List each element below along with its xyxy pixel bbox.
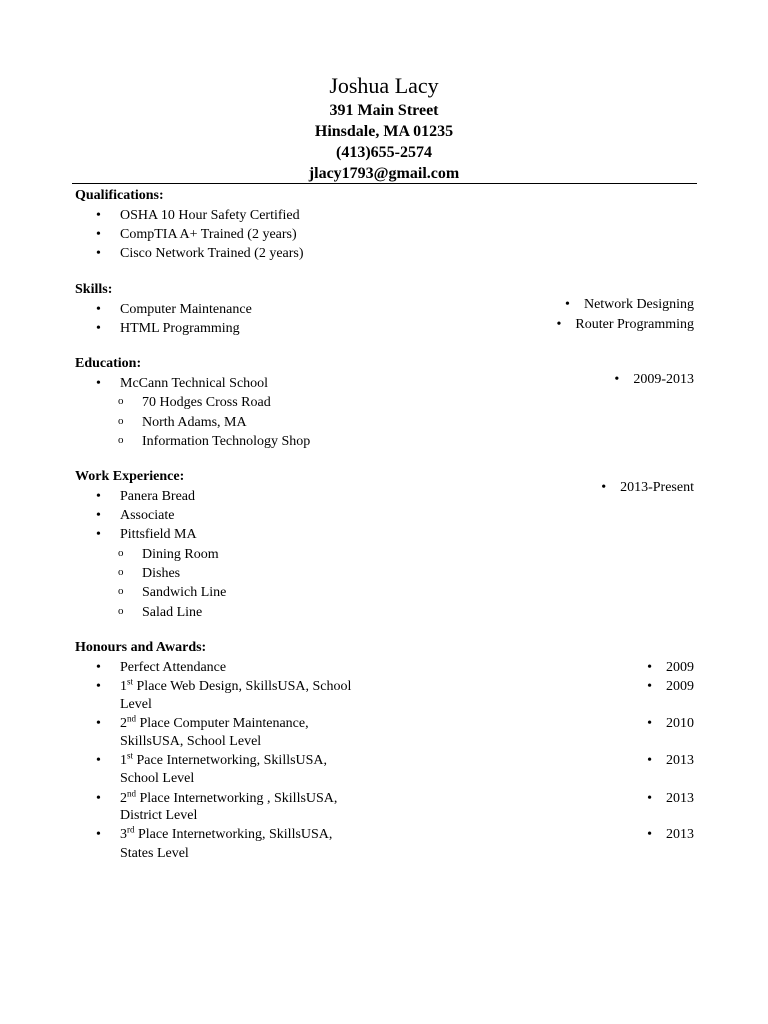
bullet-marker: • xyxy=(96,527,101,542)
award-item xyxy=(96,826,332,843)
school-name: McCann Technical School xyxy=(120,376,269,391)
skill-item xyxy=(96,301,252,318)
award-item xyxy=(96,715,309,732)
work-text: Panera Bread xyxy=(120,489,196,504)
award-ordinal-suffix: st xyxy=(127,676,134,687)
sub-bullet-marker: o xyxy=(118,605,124,617)
work-duty xyxy=(118,546,219,564)
awards-heading: Honours and Awards: xyxy=(75,640,207,655)
bullet-marker: • xyxy=(647,679,652,694)
bullet-marker: • xyxy=(96,679,101,694)
qualification-item xyxy=(96,207,300,224)
award-item xyxy=(96,752,327,769)
award-ordinal: 1 xyxy=(120,679,127,694)
award-year-text: 2010 xyxy=(666,716,694,731)
award-text: Perfect Attendance xyxy=(120,660,227,675)
skill-item xyxy=(96,320,240,337)
award-item-continued xyxy=(96,807,197,824)
award-year-text: 2013 xyxy=(666,791,694,806)
award-text-line2: School Level xyxy=(120,771,195,786)
qualifications-heading: Qualifications: xyxy=(75,188,164,203)
qualification-text: Cisco Network Trained (2 years) xyxy=(120,246,304,261)
award-year-text: 2013 xyxy=(666,827,694,842)
bullet-marker: • xyxy=(96,508,101,523)
bullet-marker: • xyxy=(647,753,652,768)
work-duty-text: Salad Line xyxy=(142,605,203,620)
bullet-marker: • xyxy=(96,321,101,336)
bullet-marker: • xyxy=(96,208,101,223)
sub-bullet-marker: o xyxy=(118,566,124,578)
email-address: jlacy1793@gmail.com xyxy=(308,165,460,182)
award-text: Pace Internetworking, SkillsUSA, xyxy=(133,753,328,768)
award-year xyxy=(647,659,694,676)
award-year xyxy=(647,715,694,732)
resume-name: Joshua Lacy xyxy=(329,73,439,98)
award-item xyxy=(96,659,226,676)
skill-text: Network Designing xyxy=(583,297,694,312)
award-year xyxy=(647,790,694,807)
skill-text: HTML Programming xyxy=(120,321,240,336)
award-text-line2: States Level xyxy=(120,846,189,861)
bullet-marker: • xyxy=(96,246,101,261)
award-year-text: 2013 xyxy=(666,753,694,768)
qualification-text: OSHA 10 Hour Safety Certified xyxy=(120,208,300,223)
sub-bullet-marker: o xyxy=(118,395,124,407)
work-duty xyxy=(118,604,202,622)
education-school xyxy=(96,375,268,392)
award-year-text: 2009 xyxy=(666,679,694,694)
award-ordinal-suffix: nd xyxy=(127,788,136,799)
sub-bullet-marker: o xyxy=(118,415,124,427)
work-duty-text: Dining Room xyxy=(142,547,219,562)
award-text: Place Internetworking, SkillsUSA, xyxy=(134,827,333,842)
work-duty-text: Dishes xyxy=(142,566,181,581)
work-item xyxy=(96,488,195,505)
award-year xyxy=(647,752,694,769)
award-ordinal: 2 xyxy=(120,716,127,731)
award-ordinal: 3 xyxy=(120,827,127,842)
award-ordinal: 2 xyxy=(120,791,127,806)
award-text-line2: District Level xyxy=(120,808,198,823)
sub-bullet-marker: o xyxy=(118,547,124,559)
award-text: Place Computer Maintenance, xyxy=(136,716,309,731)
bullet-marker: • xyxy=(647,716,652,731)
work-text: Pittsfield MA xyxy=(120,527,197,542)
education-detail-text: North Adams, MA xyxy=(142,415,247,430)
bullet-marker: • xyxy=(647,660,652,675)
work-years xyxy=(601,479,694,496)
phone-number: (413)655-2574 xyxy=(336,144,432,161)
education-detail-text: Information Technology Shop xyxy=(142,434,311,449)
award-year xyxy=(647,826,694,843)
award-item-continued xyxy=(96,696,152,713)
education-heading: Education: xyxy=(75,356,142,371)
education-years-text: 2009-2013 xyxy=(633,372,694,387)
bullet-marker: • xyxy=(556,317,562,332)
education-years xyxy=(614,371,694,388)
skill-item-right xyxy=(556,316,694,333)
work-item xyxy=(96,507,174,524)
award-item xyxy=(96,790,337,807)
bullet-marker: • xyxy=(96,753,101,768)
bullet-marker: • xyxy=(96,489,101,504)
work-item xyxy=(96,526,197,543)
skill-item-right xyxy=(565,296,694,313)
bullet-marker: • xyxy=(614,372,620,387)
award-item-continued xyxy=(96,845,189,862)
education-detail xyxy=(118,394,271,412)
sub-bullet-marker: o xyxy=(118,434,124,446)
award-text: Place Web Design, SkillsUSA, School xyxy=(133,679,352,694)
bullet-marker: • xyxy=(565,297,570,312)
award-ordinal-suffix: st xyxy=(127,750,134,761)
award-ordinal-suffix: rd xyxy=(127,824,135,835)
education-detail xyxy=(118,414,247,432)
award-year xyxy=(647,678,694,695)
skill-text: Computer Maintenance xyxy=(120,302,252,317)
work-duty xyxy=(118,584,226,602)
qualification-item xyxy=(96,245,304,262)
award-ordinal: 1 xyxy=(120,753,127,768)
bullet-marker: • xyxy=(96,376,101,391)
award-item xyxy=(96,678,351,695)
education-detail-text: 70 Hodges Cross Road xyxy=(142,395,271,410)
award-ordinal-suffix: nd xyxy=(127,713,136,724)
skills-heading: Skills: xyxy=(75,282,113,297)
bullet-marker: • xyxy=(96,227,101,242)
work-heading: Work Experience: xyxy=(75,469,185,484)
award-text: Place Internetworking , SkillsUSA, xyxy=(136,791,338,806)
bullet-marker: • xyxy=(96,660,101,675)
qualification-text: CompTIA A+ Trained (2 years) xyxy=(120,227,297,242)
award-text-line2: SkillsUSA, School Level xyxy=(120,734,262,749)
bullet-marker: • xyxy=(647,791,652,806)
qualification-item xyxy=(96,226,297,243)
bullet-marker: • xyxy=(96,716,101,731)
city-state-zip: Hinsdale, MA 01235 xyxy=(314,123,454,140)
sub-bullet-marker: o xyxy=(118,585,124,597)
bullet-marker: • xyxy=(96,302,101,317)
bullet-marker: • xyxy=(601,480,607,495)
award-text-line2: Level xyxy=(120,697,152,712)
award-item-continued xyxy=(96,770,194,787)
street-address: 391 Main Street xyxy=(329,102,439,119)
bullet-marker: • xyxy=(96,827,101,842)
award-item-continued xyxy=(96,733,261,750)
work-duty xyxy=(118,565,180,583)
work-duty-text: Sandwich Line xyxy=(142,585,227,600)
header-divider xyxy=(72,183,697,184)
education-detail xyxy=(118,433,310,451)
work-years-text: 2013-Present xyxy=(620,480,694,495)
award-year-text: 2009 xyxy=(666,660,694,675)
work-text: Associate xyxy=(120,508,175,523)
bullet-marker: • xyxy=(647,827,652,842)
skill-text: Router Programming xyxy=(575,317,694,332)
bullet-marker: • xyxy=(96,791,101,806)
